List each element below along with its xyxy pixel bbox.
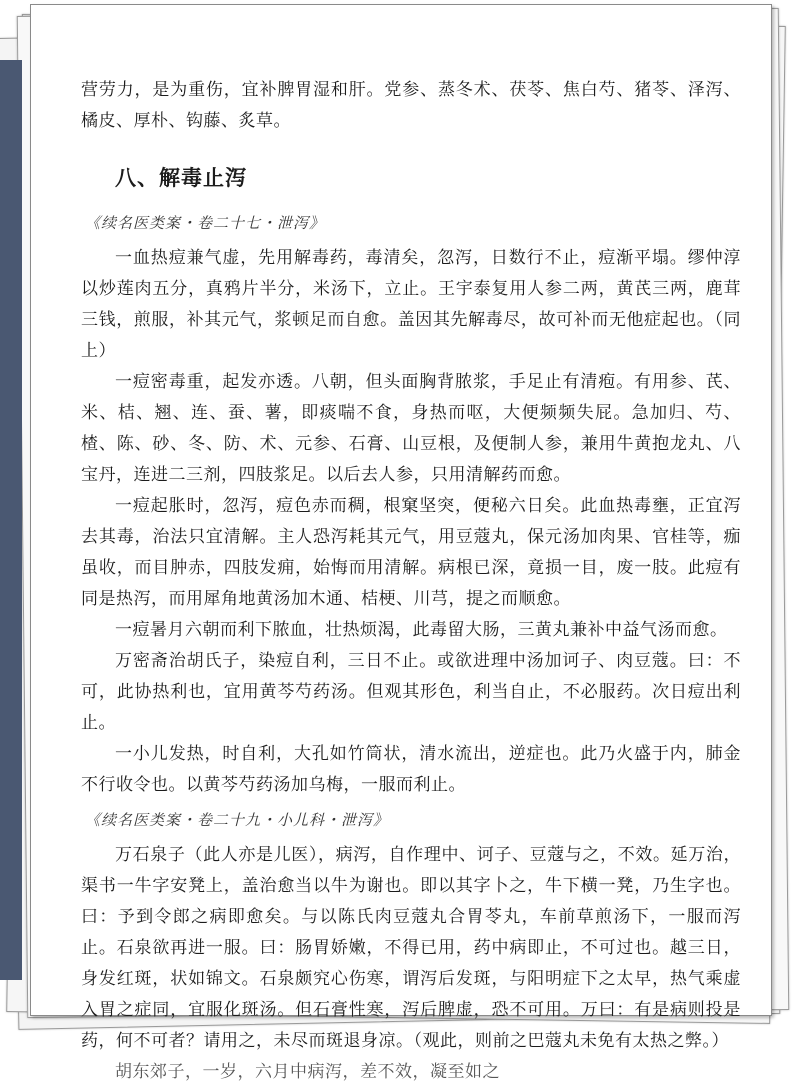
section-heading: 八、解毒止泻 <box>115 166 247 190</box>
case-paragraph: 万石泉子（此人亦是儿医），病泻，自作理中、诃子、豆蔻与之，不效。延万治，渠书一牛字安凳上，盖治愈当以牛为谢也。即以其字卜之，牛下横一凳，乃生字也。曰：予到令郎之病即愈矣。与以陈氏肉豆蔻丸合胃苓丸，车前草煎汤下，一服而泻止。石泉欲再进一服。曰：肠胃娇嫩，不得已用，药中病即止，不可过也。越三日，身发红斑，状如锦文。石泉颇究心伤寒，谓泻后发斑，与阳明症下之太早，热气乘虚入胃之症同，宜服化斑汤。但石膏性寒，泻后脾虚，恐不可用。万曰：有是病则投是药，何不可者？请用之，未尽而斑退身凉。（观此，则前之巴蔻丸未免有太热之弊。） <box>81 845 741 1051</box>
document-page <box>30 4 772 1082</box>
cutoff-line: 胡东郊子，一岁，六月中病泻，差不效，凝至如之 <box>115 1062 500 1082</box>
case-paragraph: 一痘暑月六朝而利下脓血，壮热烦渴，此毒留大肠，三黄丸兼补中益气汤而愈。 <box>115 620 728 640</box>
book-edge <box>0 60 22 980</box>
case-paragraph: 一痘起胀时，忽泻，痘色赤而稠，根窠坚突，便秘六日矣。此血热毒壅，正宜泻去其毒，治法只宜清解。主人恐泻耗其元气，用豆蔻丸，保元汤加肉果、官桂等，痂虽收，而目肿赤，四肢发痈，始悔而用清解。病根已深，竟损一目，废一肢。此痘有同是热泻，而用犀角地黄汤加木通、桔梗、川芎，提之而顺愈。 <box>81 496 741 609</box>
page-content <box>81 75 741 1082</box>
case-paragraph: 一痘密毒重，起发亦透。八朝，但头面胸背脓浆，手足止有清疱。有用参、芪、米、桔、翘、连、蚕、薯，即痰喘不食，身热而呕，大便频频失屁。急加归、芍、楂、陈、砂、冬、防、术、元参、石膏、山豆根，及便制人参，兼用牛黄抱龙丸、八宝丹，连进二三剂，四肢浆足。以后去人参，只用清解药而愈。 <box>81 372 741 485</box>
source-citation-2: 《续名医类案・卷二十九・小儿科・泄泻》 <box>85 811 390 829</box>
case-paragraph: 一血热痘兼气虚，先用解毒药，毒清矣，忽泻，日数行不止，痘渐平塌。缪仲淳以炒莲肉五分，真鸦片半分，米汤下，立止。王宇泰复用人参二两，黄芪三两，鹿茸三钱，煎服，补其元气，浆顿足而自愈。盖因其先解毒尽，故可补而无他症起也。（同上） <box>81 248 741 361</box>
case-paragraph: 一小儿发热，时自利，大孔如竹筒状，清水流出，逆症也。此乃火盛于内，肺金不行收令也。以黄芩芍药汤加乌梅，一服而利止。 <box>81 744 741 795</box>
source-citation-1: 《续名医类案・卷二十七・泄泻》 <box>85 214 326 232</box>
intro-paragraph: 营劳力，是为重伤，宜补脾胃湿和肝。党参、蒸冬术、茯苓、焦白芍、猪苓、泽泻、橘皮、厚朴、钩藤、炙草。 <box>81 80 741 131</box>
case-paragraph: 万密斋治胡氏子，染痘自利，三日不止。或欲进理中汤加诃子、肉豆蔻。曰：不可，此协热利也，宜用黄芩芍药汤。但观其形色，利当自止，不必服药。次日痘出利止。 <box>81 651 741 733</box>
